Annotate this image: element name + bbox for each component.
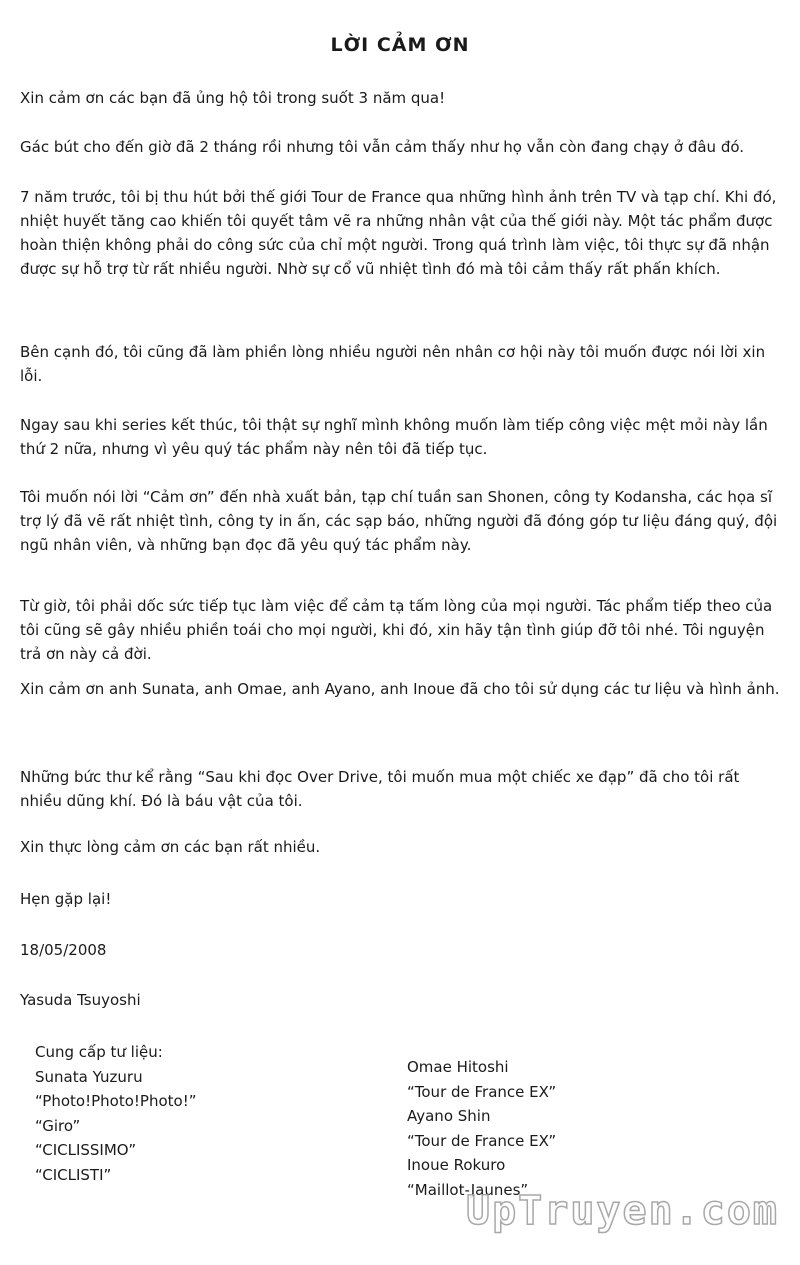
credit-line: Inoue Rokuro [407,1156,506,1174]
paragraph: 7 năm trước, tôi bị thu hút bởi thế giới Tour de France qua những hình ảnh trên TV và tạp chí. Khi đó, nhiệt huyết tăng cao khiến tôi quyết tâm vẽ ra những nhân vật của thế giới này. Một tác phẩm được hoàn thiện không phải do công sức của chỉ một người. Trong quá trình làm việc, tôi thực sự đã nhận được sự hỗ trợ từ rất nhiều người. Nhờ sự cổ vũ nhiệt tình đó mà tôi cảm thấy rất phấn khích. [20,188,777,278]
paragraph: Ngay sau khi series kết thúc, tôi thật sự nghĩ mình không muốn làm tiếp công việc mệt mỏi này lần thứ 2 nữa, nhưng vì yêu quý tác phẩm này nên tôi đã tiếp tục. [20,416,768,458]
paragraph: Hẹn gặp lại! [20,890,112,908]
credit-line: “Tour de France EX” [407,1131,557,1150]
paragraph: Xin cảm ơn các bạn đã ủng hộ tôi trong suốt 3 năm qua! [20,89,446,107]
credit-line: Cung cấp tư liệu: [35,1043,163,1061]
credit-line: Sunata Yuzuru [35,1067,143,1086]
paragraph: Xin thực lòng cảm ơn các bạn rất nhiều. [20,838,321,856]
paragraph: Bên cạnh đó, tôi cũng đã làm phiền lòng nhiều người nên nhân cơ hội này tôi muốn được nói lời xin lỗi. [20,343,766,385]
paragraph: Từ giờ, tôi phải dốc sức tiếp tục làm việc để cảm tạ tấm lòng của mọi người. Tác phẩm tiếp theo của tôi cũng sẽ gây nhiều phiền toái cho mọi người, khi đó, xin hãy tận tình giúp đỡ tôi nhé. Tôi nguyện trả ơn này cả đời. [20,597,773,663]
credit-line: “Photo!Photo!Photo!” [35,1092,197,1110]
page-title: LỜI CẢM ƠN [330,34,470,56]
paragraph: Tôi muốn nói lời “Cảm ơn” đến nhà xuất bản, tạp chí tuần san Shonen, công ty Kodansha, các họa sĩ trợ lý đã vẽ rất nhiệt tình, công ty in ấn, các sạp báo, những người đã đóng góp tư liệu đáng quý, đội ngũ nhân viên, và những bạn đọc đã yêu quý tác phẩm này. [20,488,778,554]
credit-line: Ayano Shin [407,1107,491,1125]
paragraph: Xin cảm ơn anh Sunata, anh Omae, anh Ayano, anh Inoue đã cho tôi sử dụng các tư liệu và hình ảnh. [20,680,780,698]
credits-right [407,1055,556,1202]
paragraph: Gác bút cho đến giờ đã 2 tháng rồi nhưng tôi vẫn cảm thấy như họ vẫn còn đang chạy ở đâu đó. [20,138,745,156]
watermark-logo: UpTruyen.com [466,1188,779,1234]
credits-left [35,1040,196,1187]
credit-line: “Tour de France EX” [407,1082,557,1101]
credit-line: “Maillot-Jaunes” [407,1180,529,1199]
paragraph: Những bức thư kể rằng “Sau khi đọc Over Drive, tôi muốn mua một chiếc xe đạp” đã cho tôi rất nhiều dũng khí. Đó là báu vật của tôi. [20,768,740,810]
credit-line: “CICLISTI” [35,1165,112,1184]
credit-line: “CICLISSIMO” [35,1141,137,1159]
date: 18/05/2008 [20,941,107,959]
author-name: Yasuda Tsuyoshi [20,991,141,1009]
credit-line: Omae Hitoshi [407,1058,509,1076]
credit-line: “Giro” [35,1116,81,1135]
